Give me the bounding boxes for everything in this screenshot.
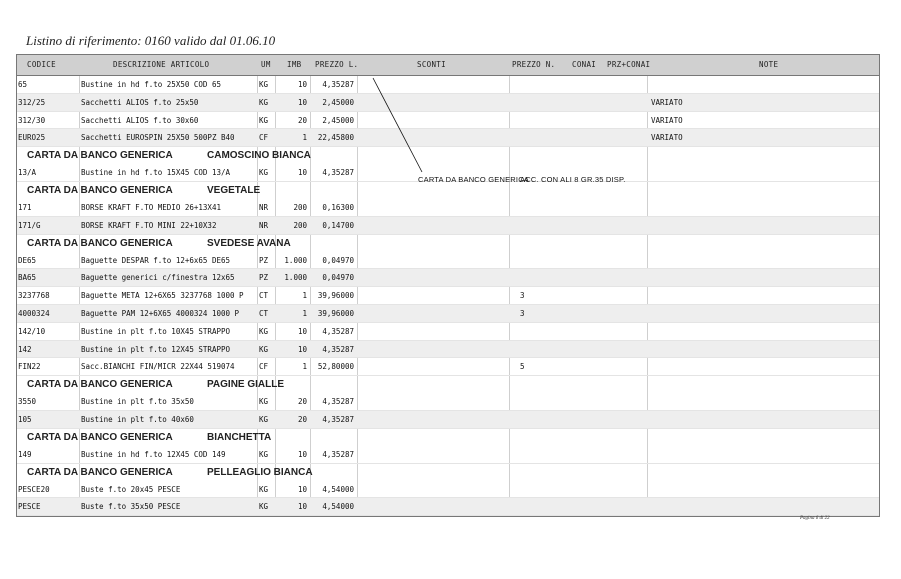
cell-note: VARIATO: [651, 115, 683, 125]
cell-prezzo-n: 3: [520, 308, 525, 318]
group-type: VEGETALE: [207, 184, 261, 196]
cell-prezzo-l: 4,35287: [322, 326, 354, 336]
cell-um: PZ: [259, 255, 269, 265]
cell-um: CF: [259, 362, 269, 372]
cell-descrizione: Baguette META 12+6X65 3237768 1000 P: [81, 291, 244, 301]
cell-descrizione: Buste f.to 35x50 PESCE: [81, 502, 181, 512]
cell-codice: 4000324: [18, 308, 50, 318]
cell-um: KG: [259, 168, 269, 178]
group-type: BIANCHETTA: [207, 431, 272, 443]
annotation-line: [373, 78, 422, 172]
cell-imb: 20: [297, 115, 307, 125]
cell-note: VARIATO: [651, 133, 683, 143]
cell-codice: DE65: [18, 255, 37, 265]
cell-imb: 20: [297, 414, 307, 424]
col-descrizione: DESCRIZIONE ARTICOLO: [113, 60, 210, 69]
cell-descrizione: BORSE KRAFT F.TO MEDIO 26+13X41: [81, 202, 221, 212]
cell-prezzo-l: 2,45000: [322, 115, 354, 125]
group-category: CARTA DA BANCO GENERICA: [27, 379, 173, 391]
cell-codice: PESCE: [18, 502, 41, 512]
annotation-right: ACC. CON ALI 8 GR.35 DISP.: [520, 175, 626, 184]
cell-descrizione: Bustine in plt f.to 10X45 STRAPPO: [81, 326, 231, 336]
cell-um: KG: [259, 115, 269, 125]
col-um: UM: [261, 60, 271, 69]
cell-um: CT: [259, 291, 269, 301]
col-codice: CODICE: [27, 60, 56, 69]
group-type: CAMOSCINO BIANCA: [207, 150, 311, 162]
cell-descrizione: Baguette generici c/finestra 12x65: [81, 273, 235, 283]
cell-descrizione: Bustine in plt f.to 40x60: [81, 414, 194, 424]
cell-prezzo-l: 4,35287: [322, 397, 354, 407]
cell-descrizione: Baguette PAM 12+6X65 4000324 1000 P: [81, 308, 240, 318]
cell-imb: 200: [293, 202, 307, 212]
col-conai: CONAI: [572, 60, 597, 69]
cell-codice: 105: [18, 414, 32, 424]
col-note: NOTE: [759, 60, 779, 69]
cell-imb: 1: [302, 308, 307, 318]
cell-descrizione: Bustine in hd f.to 15X45 COD 13/A: [81, 168, 231, 178]
cell-prezzo-l: 4,35287: [322, 449, 354, 459]
cell-codice: 3550: [18, 397, 37, 407]
cell-um: CF: [259, 133, 269, 143]
cell-codice: 65: [18, 80, 28, 89]
cell-imb: 1: [302, 362, 307, 372]
cell-codice: PESCE20: [18, 484, 50, 494]
annotation-left: CARTA DA BANCO GENERICA: [418, 175, 530, 184]
cell-descrizione: Bustine in hd f.to 12X45 COD 149: [81, 449, 226, 459]
cell-imb: 1.000: [284, 255, 307, 265]
group-type: SVEDESE AVANA: [207, 237, 291, 249]
cell-um: KG: [259, 344, 269, 354]
cell-prezzo-l: 0,16300: [322, 202, 354, 212]
cell-imb: 10: [297, 449, 307, 459]
col-sconti: SCONTI: [417, 60, 446, 69]
cell-codice: 149: [18, 449, 32, 459]
cell-codice: EURO25: [18, 133, 46, 143]
cell-codice: 171/G: [18, 220, 41, 230]
cell-prezzo-l: 4,54000: [322, 484, 354, 494]
cell-prezzo-l: 2,45000: [322, 97, 354, 107]
cell-prezzo-l: 4,35287: [322, 168, 354, 178]
cell-prezzo-l: 4,35287: [322, 414, 354, 424]
col-imb: IMB: [287, 60, 302, 69]
cell-descrizione: Sacchetti EUROSPIN 25X50 500PZ B40: [81, 133, 235, 143]
cell-imb: 10: [297, 502, 307, 512]
cell-prezzo-l: 39,96000: [317, 308, 354, 318]
cell-codice: 142/10: [18, 326, 46, 336]
cell-imb: 20: [297, 397, 307, 407]
cell-descrizione: Sacchetti ALIOS f.to 25x50: [81, 97, 199, 107]
cell-codice: 3237768: [18, 291, 50, 301]
cell-prezzo-n: 3: [520, 291, 525, 301]
cell-descrizione: Baguette DESPAR f.to 12+6x65 DE65: [81, 255, 231, 265]
cell-prezzo-l: 4,35287: [322, 344, 354, 354]
cell-codice: BA65: [18, 273, 37, 283]
group-type: PAGINE GIALLE: [207, 379, 285, 391]
group-category: CARTA DA BANCO GENERICA: [27, 150, 173, 162]
cell-um: KG: [259, 414, 269, 424]
cell-descrizione: Buste f.to 20x45 PESCE: [81, 484, 181, 494]
cell-um: KG: [259, 397, 269, 407]
cell-descrizione: Bustine in hd f.to 25X50 COD 65: [81, 80, 221, 89]
cell-prezzo-l: 52,80000: [317, 362, 354, 372]
group-category: CARTA DA BANCO GENERICA: [27, 184, 173, 196]
cell-imb: 10: [297, 80, 307, 89]
cell-codice: 312/30: [18, 115, 46, 125]
page-title: Listino di riferimento: 0160 valido dal 01.06.10: [26, 33, 276, 48]
cell-codice: 142: [18, 344, 32, 354]
group-category: CARTA DA BANCO GENERICA: [27, 237, 173, 249]
cell-imb: 10: [297, 484, 307, 494]
cell-um: CT: [259, 308, 269, 318]
cell-prezzo-l: 0,04970: [322, 273, 354, 283]
cell-imb: 10: [297, 326, 307, 336]
cell-prezzo-l: 0,14700: [322, 220, 354, 230]
cell-codice: 13/A: [18, 168, 37, 178]
cell-um: KG: [259, 97, 269, 107]
cell-prezzo-l: 4,54000: [322, 502, 354, 512]
cell-imb: 200: [293, 220, 307, 230]
cell-imb: 10: [297, 97, 307, 107]
cell-um: NR: [259, 202, 269, 212]
cell-prezzo-l: 4,35287: [322, 80, 354, 89]
cell-codice: 171: [18, 202, 32, 212]
cell-um: KG: [259, 449, 269, 459]
cell-descrizione: Sacchetti ALIOS f.to 30x60: [81, 115, 199, 125]
cell-imb: 10: [297, 344, 307, 354]
cell-note: VARIATO: [651, 97, 683, 107]
cell-codice: 312/25: [18, 97, 46, 107]
cell-descrizione: Bustine in plt f.to 12X45 STRAPPO: [81, 344, 231, 354]
cell-imb: 1.000: [284, 273, 307, 283]
cell-um: KG: [259, 326, 269, 336]
cell-prezzo-l: 22,45800: [317, 133, 354, 143]
col-prz-conai: PRZ+CONAI: [607, 60, 651, 69]
cell-prezzo-l: 0,04970: [322, 255, 354, 265]
group-type: PELLEAGLIO BIANCA: [207, 466, 313, 478]
cell-um: KG: [259, 80, 269, 89]
cell-prezzo-l: 39,96000: [317, 291, 354, 301]
col-prezzo-n: PREZZO N.: [512, 60, 556, 69]
col-prezzo-l: PREZZO L.: [315, 60, 359, 69]
cell-um: KG: [259, 484, 269, 494]
cell-um: KG: [259, 502, 269, 512]
cell-prezzo-n: 5: [520, 362, 525, 372]
cell-imb: 1: [302, 133, 307, 143]
cell-codice: FIN22: [18, 362, 41, 372]
group-category: CARTA DA BANCO GENERICA: [27, 431, 173, 443]
cell-imb: 1: [302, 291, 307, 301]
cell-um: PZ: [259, 273, 269, 283]
cell-descrizione: Bustine in plt f.to 35x50: [81, 397, 194, 407]
group-category: CARTA DA BANCO GENERICA: [27, 466, 173, 478]
page-footer: Pagina 6 di 22: [800, 516, 830, 521]
cell-um: NR: [259, 220, 269, 230]
cell-descrizione: BORSE KRAFT F.TO MINI 22+10X32: [81, 220, 217, 230]
cell-descrizione: Sacc.BIANCHI FIN/MICR 22X44 519074: [81, 362, 235, 372]
cell-imb: 10: [297, 168, 307, 178]
